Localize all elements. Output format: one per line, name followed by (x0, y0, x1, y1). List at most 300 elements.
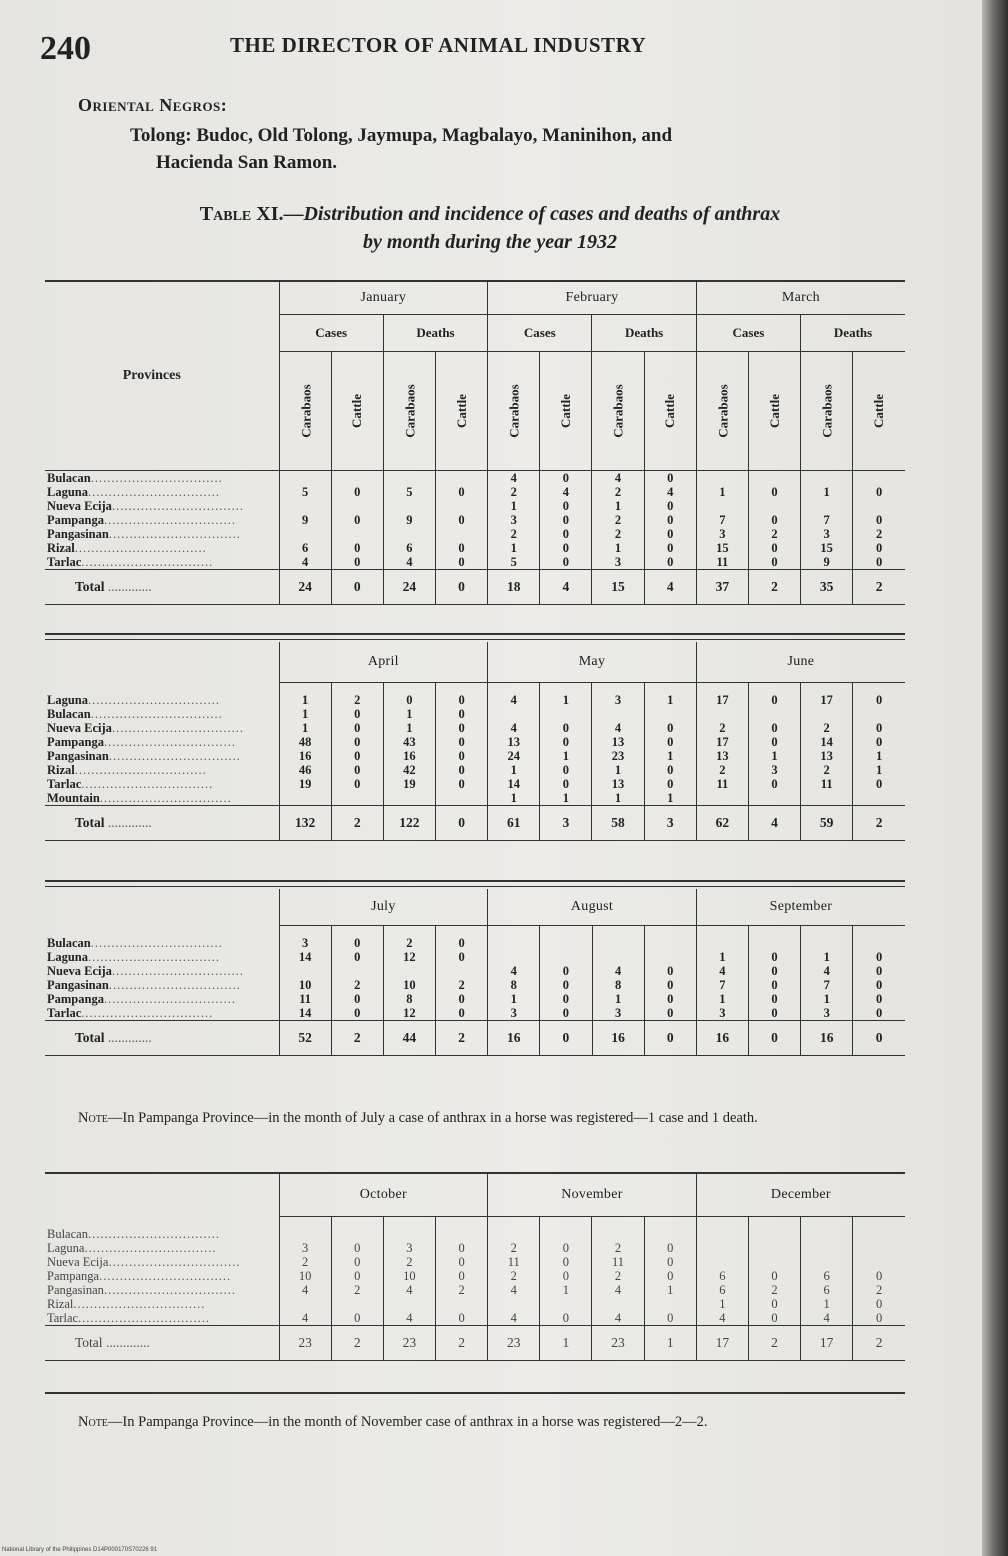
cattle-header: Cattle (748, 352, 800, 471)
province-name: Tarlac (47, 1006, 82, 1020)
total-cell: 23 (488, 1326, 540, 1361)
table-row (45, 992, 905, 1006)
total-cell: 2 (331, 1326, 383, 1361)
leader-dots: ................................ (84, 1241, 217, 1255)
value-cell: 0 (748, 721, 800, 735)
value-cell: 1 (801, 1297, 853, 1311)
cattle-header: Cattle (853, 352, 905, 471)
value-cell: 0 (748, 950, 800, 964)
value-cell: 11 (488, 1255, 540, 1269)
value-cell (801, 707, 853, 721)
table-row (45, 555, 905, 570)
value-cell: 7 (696, 978, 748, 992)
value-cell: 11 (801, 777, 853, 791)
value-cell: 6 (383, 541, 435, 555)
value-cell: 2 (801, 763, 853, 777)
leader-dots: ................................ (90, 471, 223, 485)
value-cell: 1 (540, 791, 592, 806)
value-cell: 0 (435, 513, 487, 527)
deaths-header: Deaths (801, 315, 905, 352)
value-cell: 2 (592, 527, 644, 541)
value-cell: 14 (801, 735, 853, 749)
value-cell (488, 936, 540, 950)
value-cell: 2 (488, 1269, 540, 1283)
province-name: Bulacan (47, 707, 91, 721)
province-name: Pangasinan (47, 527, 109, 541)
value-cell: 0 (644, 964, 696, 978)
value-cell: 1 (592, 499, 644, 513)
value-cell (801, 791, 853, 806)
leader-dots: ................................ (81, 555, 214, 569)
value-cell (644, 936, 696, 950)
total-cell: 122 (383, 806, 435, 841)
value-cell: 1 (592, 541, 644, 555)
value-cell: 6 (801, 1283, 853, 1297)
value-cell: 0 (436, 749, 488, 763)
province-cell (45, 936, 279, 950)
table-block-jan-mar (45, 280, 905, 605)
value-cell: 10 (279, 978, 331, 992)
value-cell: 10 (383, 1269, 435, 1283)
value-cell (383, 471, 435, 486)
value-cell: 0 (644, 1311, 696, 1326)
value-cell (331, 1297, 383, 1311)
table-row (45, 1006, 905, 1021)
total-label-cell (45, 1021, 279, 1056)
value-cell: 0 (331, 1006, 383, 1021)
value-cell: 0 (331, 707, 383, 721)
value-cell (435, 499, 487, 513)
table-row (45, 777, 905, 791)
total-label-cell (45, 1326, 279, 1361)
total-cell: 1 (540, 1326, 592, 1361)
value-cell (696, 1227, 748, 1241)
province-name: Rizal (47, 541, 75, 555)
value-cell: 0 (435, 1311, 487, 1326)
table-row (45, 693, 905, 707)
cattle-header: Cattle (331, 352, 383, 471)
leader-dots: ............. (104, 1030, 152, 1045)
value-cell (279, 471, 331, 486)
value-cell: 2 (435, 978, 487, 992)
value-cell: 48 (279, 735, 331, 749)
value-cell: 0 (853, 485, 905, 499)
value-cell: 0 (540, 1269, 592, 1283)
total-cell: 0 (644, 1021, 696, 1056)
value-cell (592, 1227, 644, 1241)
province-name: Nueva Ecija (47, 1255, 109, 1269)
note-text: —In Pampanga Province—in the month of July a case of anthrax in a horse was registered—1 case and 1 death. (107, 1110, 758, 1126)
leader-dots: ............. (102, 1335, 150, 1350)
value-cell: 0 (436, 763, 488, 777)
value-cell: 7 (801, 513, 853, 527)
table-row (45, 499, 905, 513)
province-name: Bulacan (47, 471, 91, 485)
cases-header: Cases (279, 315, 383, 352)
value-cell: 0 (540, 978, 592, 992)
value-cell: 13 (592, 735, 644, 749)
value-cell: 0 (853, 1311, 905, 1326)
total-cell: 24 (279, 570, 331, 605)
value-cell: 4 (644, 485, 696, 499)
table-row (45, 1297, 905, 1311)
value-cell: 0 (540, 721, 592, 735)
table-row (45, 527, 905, 541)
value-cell: 0 (331, 485, 383, 499)
value-cell (540, 950, 592, 964)
value-cell: 1 (853, 763, 905, 777)
carabaos-header: Carabaos (488, 352, 540, 471)
province-name: Laguna (47, 693, 88, 707)
value-cell: 0 (644, 499, 696, 513)
month-header: August (488, 889, 697, 926)
value-cell: 0 (644, 1241, 696, 1255)
value-cell: 0 (540, 964, 592, 978)
value-cell: 0 (435, 541, 487, 555)
table-row (45, 749, 905, 763)
value-cell: 8 (383, 992, 435, 1006)
towns-list (130, 122, 920, 176)
total-cell: 2 (748, 570, 800, 605)
value-cell: 8 (488, 978, 540, 992)
total-cell: 2 (331, 1021, 383, 1056)
carabaos-header: Carabaos (279, 352, 331, 471)
value-cell: 0 (644, 513, 696, 527)
total-label: Total (75, 1030, 105, 1045)
month-header: September (696, 889, 905, 926)
value-cell (488, 707, 540, 721)
value-cell: 0 (540, 735, 592, 749)
table-row (45, 936, 905, 950)
value-cell: 0 (644, 1269, 696, 1283)
value-cell: 1 (748, 749, 800, 763)
table-body (45, 936, 905, 1056)
value-cell: 0 (748, 992, 800, 1006)
value-cell: 0 (435, 936, 487, 950)
note-july (48, 1110, 908, 1126)
value-cell: 0 (853, 978, 905, 992)
value-cell: 3 (801, 527, 853, 541)
total-label: Total (75, 1335, 103, 1350)
value-cell: 0 (853, 693, 905, 707)
value-cell: 1 (592, 791, 644, 806)
value-cell: 0 (748, 1297, 800, 1311)
value-cell (748, 936, 800, 950)
value-cell: 13 (488, 735, 540, 749)
value-cell (853, 471, 905, 486)
leader-dots: ................................ (103, 992, 236, 1006)
value-cell (383, 1227, 435, 1241)
value-cell: 0 (644, 1255, 696, 1269)
value-cell: 0 (331, 513, 383, 527)
value-cell: 4 (488, 721, 540, 735)
month-header: April (279, 642, 488, 683)
value-cell: 0 (853, 555, 905, 570)
value-cell: 12 (383, 1006, 435, 1021)
province-name: Pangasinan (47, 1283, 104, 1297)
value-cell (331, 499, 383, 513)
value-cell: 0 (748, 1006, 800, 1021)
value-cell: 4 (488, 1311, 540, 1326)
cattle-header: Cattle (540, 352, 592, 471)
month-header: November (488, 1173, 697, 1217)
province-name: Pampanga (47, 735, 104, 749)
value-cell: 2 (331, 978, 383, 992)
total-cell: 15 (592, 570, 644, 605)
value-cell: 0 (853, 541, 905, 555)
value-cell: 1 (644, 749, 696, 763)
province-cell (45, 721, 279, 735)
value-cell: 9 (801, 555, 853, 570)
value-cell (331, 471, 383, 486)
value-cell: 0 (331, 1269, 383, 1283)
value-cell: 0 (331, 763, 383, 777)
value-cell (331, 527, 383, 541)
table-row (45, 707, 905, 721)
value-cell: 4 (592, 721, 644, 735)
province-cell (45, 513, 279, 527)
province-cell (45, 1269, 279, 1283)
value-cell: 0 (853, 992, 905, 1006)
region-heading: Oriental Negros: (78, 95, 228, 115)
value-cell: 0 (853, 1006, 905, 1021)
value-cell: 0 (540, 763, 592, 777)
leader-dots: ................................ (108, 749, 241, 763)
table-row (45, 471, 905, 486)
value-cell: 0 (853, 735, 905, 749)
province-name: Pampanga (47, 1269, 100, 1283)
province-cell (45, 555, 279, 570)
table-row (45, 964, 905, 978)
value-cell: 4 (592, 1311, 644, 1326)
value-cell: 1 (488, 992, 540, 1006)
total-cell: 58 (592, 806, 644, 841)
value-cell (696, 499, 748, 513)
total-cell: 132 (279, 806, 331, 841)
total-cell: 62 (696, 806, 748, 841)
table-caption (70, 200, 910, 256)
value-cell: 11 (696, 555, 748, 570)
leader-dots: ................................ (88, 950, 220, 964)
value-cell (592, 950, 644, 964)
note-november (48, 1414, 908, 1430)
leader-dots: ................................ (108, 1255, 241, 1269)
value-cell: 14 (279, 950, 331, 964)
section-double-rule (45, 633, 905, 640)
value-cell (436, 791, 488, 806)
value-cell: 14 (488, 777, 540, 791)
blank-header (45, 1173, 279, 1217)
value-cell: 0 (436, 693, 488, 707)
value-cell: 0 (331, 721, 383, 735)
value-cell (540, 1297, 592, 1311)
province-cell (45, 763, 279, 777)
value-cell: 1 (540, 1283, 592, 1297)
value-cell (383, 1297, 435, 1311)
value-cell: 4 (696, 964, 748, 978)
value-cell: 1 (279, 707, 331, 721)
value-cell: 1 (644, 791, 696, 806)
cattle-header: Cattle (435, 352, 487, 471)
value-cell (853, 1255, 905, 1269)
value-cell: 1 (644, 693, 696, 707)
value-cell: 4 (383, 1311, 435, 1326)
value-cell: 2 (383, 936, 435, 950)
table-block-oct-dec (45, 1172, 905, 1361)
leader-dots: ................................ (74, 541, 207, 555)
value-cell: 0 (331, 950, 383, 964)
total-cell: 1 (644, 1326, 696, 1361)
province-cell (45, 707, 279, 721)
value-cell: 0 (644, 541, 696, 555)
value-cell (540, 936, 592, 950)
carabaos-header: Carabaos (592, 352, 644, 471)
value-cell: 0 (644, 978, 696, 992)
province-name: Pangasinan (47, 978, 109, 992)
total-row (45, 806, 905, 841)
total-label: Total (75, 815, 105, 830)
value-cell: 4 (279, 555, 331, 570)
province-name: Rizal (47, 1297, 74, 1311)
cattle-header: Cattle (644, 352, 696, 471)
value-cell: 4 (592, 471, 644, 486)
value-cell (853, 499, 905, 513)
value-cell (748, 1241, 800, 1255)
province-name: Pampanga (47, 992, 104, 1006)
value-cell: 0 (853, 1269, 905, 1283)
value-cell: 0 (644, 527, 696, 541)
footer-credit: National Library of the Philippines D14P000170S70226 91 (2, 1547, 158, 1553)
month-header: July (279, 889, 488, 926)
table-row (45, 1283, 905, 1297)
caption-dash: — (283, 203, 304, 225)
value-cell: 1 (696, 992, 748, 1006)
value-cell: 0 (748, 978, 800, 992)
value-cell: 1 (540, 693, 592, 707)
value-cell: 0 (435, 1269, 487, 1283)
value-cell (435, 471, 487, 486)
total-cell: 0 (331, 570, 383, 605)
value-cell: 2 (748, 1283, 800, 1297)
value-cell: 1 (801, 950, 853, 964)
province-cell (45, 1283, 279, 1297)
value-cell: 4 (279, 1283, 331, 1297)
total-label-cell (45, 570, 279, 605)
value-cell: 0 (853, 513, 905, 527)
table-row (45, 763, 905, 777)
value-cell: 3 (696, 1006, 748, 1021)
value-cell: 11 (592, 1255, 644, 1269)
value-cell: 16 (383, 749, 435, 763)
value-cell: 3 (279, 936, 331, 950)
table-row (45, 1311, 905, 1326)
value-cell: 3 (748, 763, 800, 777)
value-cell (540, 707, 592, 721)
value-cell: 0 (435, 1241, 487, 1255)
value-cell (696, 791, 748, 806)
value-cell: 0 (331, 1255, 383, 1269)
value-cell: 0 (436, 735, 488, 749)
value-cell: 43 (383, 735, 435, 749)
value-cell: 3 (488, 513, 540, 527)
value-cell: 13 (696, 749, 748, 763)
value-cell: 3 (488, 1006, 540, 1021)
value-cell: 4 (592, 1283, 644, 1297)
province-cell (45, 527, 279, 541)
value-cell: 0 (435, 1006, 487, 1021)
value-cell (801, 1255, 853, 1269)
value-cell (383, 964, 435, 978)
leader-dots: ............. (104, 579, 152, 594)
value-cell: 0 (540, 555, 592, 570)
value-cell: 4 (801, 964, 853, 978)
value-cell: 0 (435, 992, 487, 1006)
province-cell (45, 1311, 279, 1326)
table-block-jul-sep (45, 889, 905, 1056)
province-name: Tarlac (47, 1311, 79, 1325)
province-name: Tarlac (47, 555, 82, 569)
value-cell: 0 (644, 777, 696, 791)
value-cell: 4 (279, 1311, 331, 1326)
month-header: March (696, 281, 905, 315)
table-body (45, 471, 905, 605)
value-cell (801, 1241, 853, 1255)
value-cell: 2 (592, 1269, 644, 1283)
deaths-header: Deaths (383, 315, 487, 352)
province-name: Tarlac (47, 777, 82, 791)
total-cell: 2 (853, 806, 905, 841)
towns-line-2: Hacienda San Ramon. (156, 152, 338, 173)
value-cell: 1 (279, 721, 331, 735)
province-name: Laguna (47, 1241, 85, 1255)
value-cell: 6 (279, 541, 331, 555)
total-cell: 35 (801, 570, 853, 605)
value-cell: 0 (748, 1311, 800, 1326)
value-cell: 3 (801, 1006, 853, 1021)
province-cell (45, 1255, 279, 1269)
value-cell: 2 (801, 721, 853, 735)
leader-dots: ............. (104, 815, 152, 830)
value-cell: 0 (748, 735, 800, 749)
carabaos-header: Carabaos (801, 352, 853, 471)
total-cell: 3 (644, 806, 696, 841)
month-header: June (696, 642, 905, 683)
value-cell: 23 (592, 749, 644, 763)
leader-dots: ................................ (99, 791, 232, 805)
month-header: February (488, 281, 697, 315)
value-cell (488, 1227, 540, 1241)
value-cell: 1 (592, 992, 644, 1006)
value-cell (279, 964, 331, 978)
value-cell: 17 (696, 693, 748, 707)
value-cell: 0 (853, 950, 905, 964)
table-row (45, 950, 905, 964)
table-row (45, 1241, 905, 1255)
leader-dots: ................................ (88, 693, 220, 707)
blank-header (45, 889, 279, 926)
value-cell: 4 (383, 555, 435, 570)
value-cell: 5 (488, 555, 540, 570)
month-header: January (279, 281, 488, 315)
value-cell: 1 (383, 721, 435, 735)
value-cell (644, 950, 696, 964)
value-cell: 4 (540, 485, 592, 499)
value-cell: 4 (801, 1311, 853, 1326)
note-text: —In Pampanga Province—in the month of November case of anthrax in a horse was registered—2—2. (107, 1414, 708, 1430)
total-cell: 3 (540, 806, 592, 841)
province-cell (45, 978, 279, 992)
value-cell: 8 (592, 978, 644, 992)
